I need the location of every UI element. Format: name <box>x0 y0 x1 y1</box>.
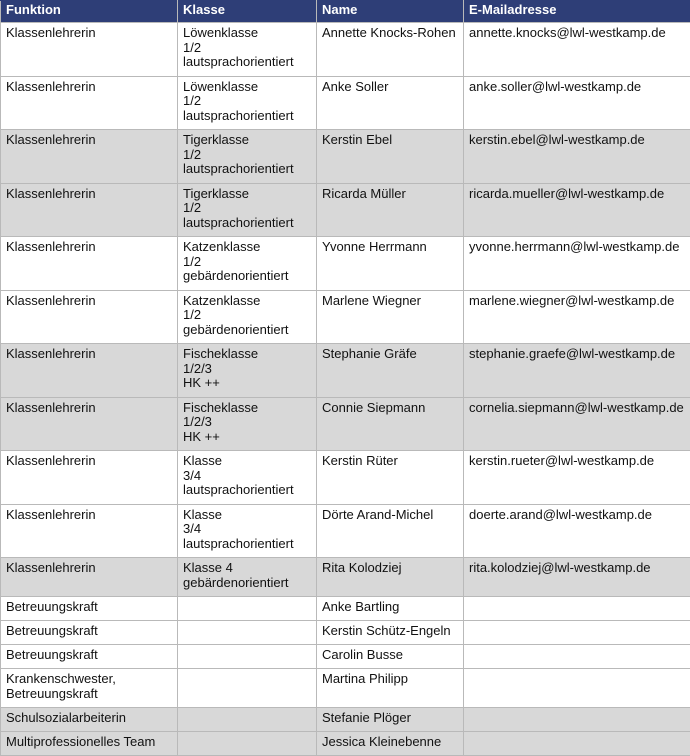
klasse-line: lautsprachorientiert <box>183 162 311 177</box>
klasse-line: 3/4 <box>183 469 311 484</box>
cell-funktion: Klassenlehrerin <box>1 130 178 184</box>
cell-klasse <box>178 732 317 756</box>
klasse-line: Klasse <box>183 454 311 469</box>
cell-klasse <box>178 645 317 669</box>
cell-email[interactable]: ricarda.mueller@lwl-westkamp.de <box>464 183 690 237</box>
cell-klasse <box>178 558 317 597</box>
cell-email <box>464 621 690 645</box>
cell-email <box>464 597 690 621</box>
table-row <box>1 732 690 756</box>
cell-name: Ricarda Müller <box>317 183 464 237</box>
cell-email[interactable]: yvonne.herrmann@lwl-westkamp.de <box>464 237 690 291</box>
cell-name: Rita Kolodziej <box>317 558 464 597</box>
klasse-line: lautsprachorientiert <box>183 216 311 231</box>
klasse-line: 1/2 <box>183 201 311 216</box>
header-funktion: Funktion <box>1 1 178 23</box>
cell-klasse <box>178 621 317 645</box>
klasse-line: Löwenklasse <box>183 80 311 95</box>
cell-name: Kerstin Rüter <box>317 451 464 505</box>
header-name: Name <box>317 1 464 23</box>
cell-funktion: Klassenlehrerin <box>1 504 178 558</box>
cell-email[interactable]: anke.soller@lwl-westkamp.de <box>464 76 690 130</box>
cell-funktion: Schulsozialarbeiterin <box>1 708 178 732</box>
klasse-line: 1/2 <box>183 41 311 56</box>
klasse-line: Katzenklasse <box>183 294 311 309</box>
cell-email <box>464 732 690 756</box>
header-email: E-Mailadresse <box>464 1 690 23</box>
cell-name: Kerstin Ebel <box>317 130 464 184</box>
cell-email[interactable]: stephanie.graefe@lwl-westkamp.de <box>464 344 690 398</box>
klasse-line: lautsprachorientiert <box>183 483 311 498</box>
table-row <box>1 344 690 398</box>
cell-email <box>464 645 690 669</box>
cell-email <box>464 708 690 732</box>
cell-funktion: Multiprofessionelles Team <box>1 732 178 756</box>
cell-name: Yvonne Herrmann <box>317 237 464 291</box>
cell-klasse <box>178 504 317 558</box>
klasse-line: Katzenklasse <box>183 240 311 255</box>
cell-email[interactable]: rita.kolodziej@lwl-westkamp.de <box>464 558 690 597</box>
cell-klasse <box>178 183 317 237</box>
table-row <box>1 130 690 184</box>
cell-name: Dörte Arand-Michel <box>317 504 464 558</box>
klasse-line: lautsprachorientiert <box>183 55 311 70</box>
cell-name: Carolin Busse <box>317 645 464 669</box>
header-row <box>1 1 690 23</box>
cell-name: Anke Soller <box>317 76 464 130</box>
cell-email[interactable]: kerstin.rueter@lwl-westkamp.de <box>464 451 690 505</box>
klasse-line: Löwenklasse <box>183 26 311 41</box>
cell-email[interactable]: cornelia.siepmann@lwl-westkamp.de <box>464 397 690 451</box>
cell-email[interactable]: kerstin.ebel@lwl-westkamp.de <box>464 130 690 184</box>
cell-funktion: Klassenlehrerin <box>1 451 178 505</box>
klasse-line: 1/2/3 <box>183 362 311 377</box>
cell-klasse <box>178 237 317 291</box>
table-row <box>1 237 690 291</box>
table-row <box>1 597 690 621</box>
klasse-line: Klasse 4 <box>183 561 311 576</box>
table-row <box>1 290 690 344</box>
table-row <box>1 397 690 451</box>
cell-email[interactable]: doerte.arand@lwl-westkamp.de <box>464 504 690 558</box>
cell-name: Martina Philipp <box>317 669 464 708</box>
cell-klasse <box>178 397 317 451</box>
cell-klasse <box>178 669 317 708</box>
cell-name: Stefanie Plöger <box>317 708 464 732</box>
table-row <box>1 558 690 597</box>
cell-funktion: Krankenschwester, Betreuungskraft <box>1 669 178 708</box>
table-row <box>1 708 690 732</box>
klasse-line: gebärdenorientiert <box>183 269 311 284</box>
klasse-line: lautsprachorientiert <box>183 109 311 124</box>
klasse-line: gebärdenorientiert <box>183 323 311 338</box>
klasse-line: Fischeklasse <box>183 401 311 416</box>
cell-funktion: Klassenlehrerin <box>1 23 178 77</box>
cell-funktion: Klassenlehrerin <box>1 344 178 398</box>
cell-klasse <box>178 597 317 621</box>
cell-funktion: Klassenlehrerin <box>1 237 178 291</box>
table-row <box>1 621 690 645</box>
klasse-line: 1/2/3 <box>183 415 311 430</box>
cell-funktion: Klassenlehrerin <box>1 76 178 130</box>
table-row <box>1 451 690 505</box>
cell-name: Connie Siepmann <box>317 397 464 451</box>
cell-email[interactable]: annette.knocks@lwl-westkamp.de <box>464 23 690 77</box>
klasse-line: 3/4 <box>183 522 311 537</box>
klasse-line: lautsprachorientiert <box>183 537 311 552</box>
cell-funktion: Betreuungskraft <box>1 645 178 669</box>
table-row <box>1 504 690 558</box>
klasse-line: gebärdenorientiert <box>183 576 311 591</box>
klasse-line: HK ++ <box>183 430 311 445</box>
header-klasse: Klasse <box>178 1 317 23</box>
cell-email[interactable]: marlene.wiegner@lwl-westkamp.de <box>464 290 690 344</box>
cell-name: Stephanie Gräfe <box>317 344 464 398</box>
klasse-line: Klasse <box>183 508 311 523</box>
cell-name: Anke Bartling <box>317 597 464 621</box>
klasse-line: 1/2 <box>183 148 311 163</box>
cell-funktion: Klassenlehrerin <box>1 290 178 344</box>
klasse-line: Fischeklasse <box>183 347 311 362</box>
cell-name: Kerstin Schütz-Engeln <box>317 621 464 645</box>
table-row <box>1 645 690 669</box>
klasse-line: Tigerklasse <box>183 133 311 148</box>
table-row <box>1 76 690 130</box>
table-row <box>1 23 690 77</box>
klasse-line: 1/2 <box>183 308 311 323</box>
cell-name: Jessica Kleinebenne <box>317 732 464 756</box>
cell-klasse <box>178 708 317 732</box>
cell-funktion: Betreuungskraft <box>1 597 178 621</box>
cell-klasse <box>178 23 317 77</box>
cell-funktion: Klassenlehrerin <box>1 558 178 597</box>
cell-name: Annette Knocks-Rohen <box>317 23 464 77</box>
klasse-line: 1/2 <box>183 255 311 270</box>
klasse-line: 1/2 <box>183 94 311 109</box>
cell-funktion: Betreuungskraft <box>1 621 178 645</box>
cell-funktion: Klassenlehrerin <box>1 397 178 451</box>
table-row <box>1 183 690 237</box>
table-row <box>1 669 690 708</box>
cell-klasse <box>178 451 317 505</box>
klasse-line: Tigerklasse <box>183 187 311 202</box>
cell-klasse <box>178 130 317 184</box>
klasse-line: HK ++ <box>183 376 311 391</box>
cell-email <box>464 669 690 708</box>
cell-funktion: Klassenlehrerin <box>1 183 178 237</box>
cell-klasse <box>178 76 317 130</box>
cell-klasse <box>178 290 317 344</box>
cell-name: Marlene Wiegner <box>317 290 464 344</box>
cell-klasse <box>178 344 317 398</box>
